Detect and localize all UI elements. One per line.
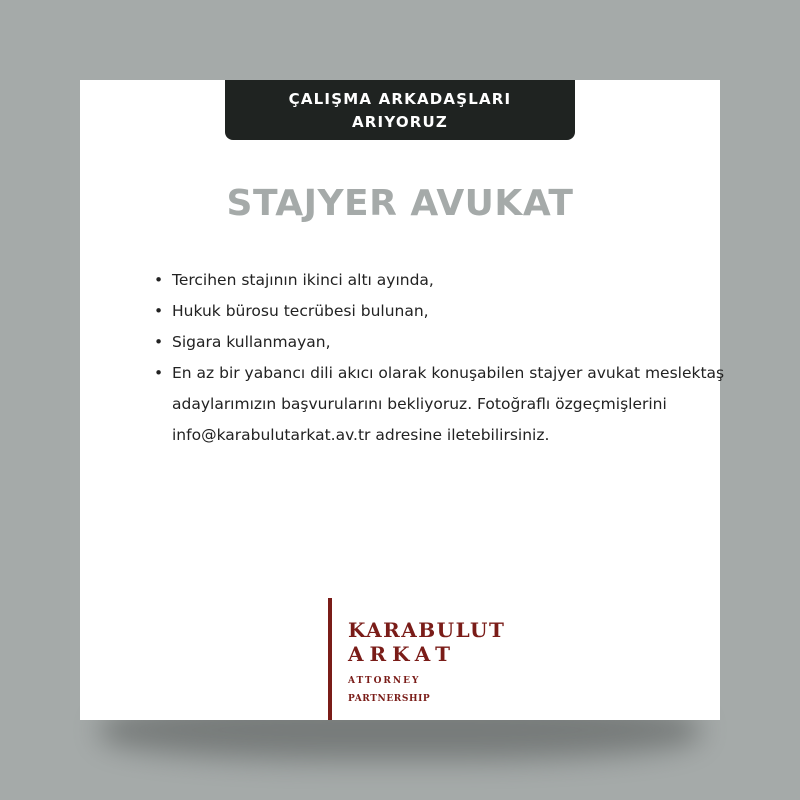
requirement-item: • Sigara kullanmayan, bbox=[172, 327, 732, 358]
requirements-list bbox=[152, 265, 732, 451]
logo-tagline-1: ATTORNEY bbox=[348, 676, 421, 686]
logo-name-line-2: ARKAT bbox=[348, 642, 457, 666]
banner-line-2: ARIYORUZ bbox=[351, 113, 449, 131]
requirement-item: • En az bir yabancı dili akıcı olarak konuşabilen stajyer avukat meslektaş adaylarımızın başvurularını bekliyoruz. Fotoğraflı özgeçmişlerini info@karabulutarkat.av.tr adresine iletebilirsiniz. bbox=[172, 358, 732, 451]
job-title: STAJYER AVUKAT bbox=[226, 183, 574, 224]
requirement-item: • Tercihen stajının ikinci altı ayında, bbox=[172, 265, 732, 296]
logo-name-line-1: KARABULUT bbox=[348, 618, 506, 642]
logo-divider bbox=[328, 598, 332, 720]
post-card bbox=[80, 80, 725, 720]
requirement-item: • Hukuk bürosu tecrübesi bulunan, bbox=[172, 296, 732, 327]
firm-logo bbox=[348, 618, 505, 706]
logo-tagline-2: PARTNERSHIP bbox=[348, 694, 431, 704]
banner-line-1: ÇALIŞMA ARKADAŞLARI bbox=[288, 90, 512, 108]
header-banner bbox=[225, 80, 575, 140]
